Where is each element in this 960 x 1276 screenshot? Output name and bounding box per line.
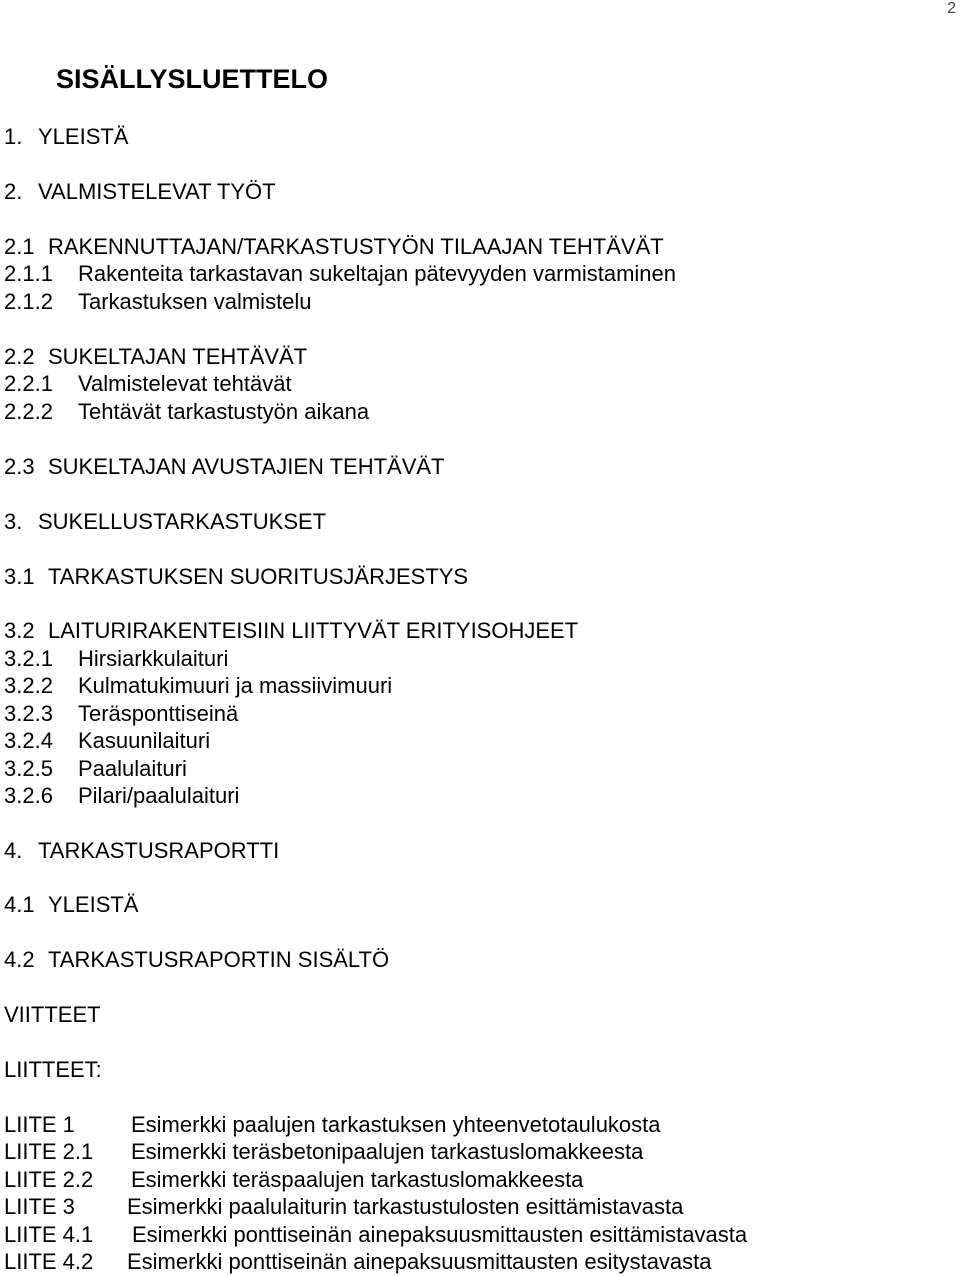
toc-text: Tehtävät tarkastustyön aikana	[78, 399, 370, 424]
toc-number: 3.2.1	[4, 646, 53, 671]
toc-entry	[4, 645, 228, 673]
toc-entry	[4, 837, 279, 865]
toc-text: YLEISTÄ	[48, 892, 139, 917]
appendices-heading: LIITTEET:	[4, 1057, 102, 1082]
toc-number: 3.2.3	[4, 701, 53, 726]
appendix-description: Esimerkki paalujen tarkastuksen yhteenvetotaulukosta	[131, 1112, 661, 1137]
toc-number: 2.3	[4, 454, 35, 479]
toc-number: 2.	[4, 179, 23, 204]
toc-text: YLEISTÄ	[38, 124, 129, 149]
toc-number: 2.1	[4, 234, 35, 259]
toc-number: 2.1.2	[4, 289, 53, 314]
appendix-description: Esimerkki ponttiseinän ainepaksuusmittausten esitystavasta	[127, 1249, 712, 1274]
toc-text: SUKELTAJAN AVUSTAJIEN TEHTÄVÄT	[48, 454, 445, 479]
appendix-description: Esimerkki ponttiseinän ainepaksuusmittausten esittämistavasta	[132, 1222, 748, 1247]
toc-number: 3.2.2	[4, 673, 53, 698]
appendix-description: Esimerkki teräsbetonipaalujen tarkastuslomakkeesta	[131, 1139, 644, 1164]
toc-text: TARKASTUSRAPORTIN SISÄLTÖ	[48, 947, 390, 972]
toc-text: LAITURIRAKENTEISIIN LIITTYVÄT ERITYISOHJEET	[48, 618, 579, 643]
toc-number: 3.	[4, 509, 23, 534]
toc-text: Kasuunilaituri	[78, 728, 211, 753]
appendix-description: Esimerkki teräspaalujen tarkastuslomakkeesta	[131, 1167, 584, 1192]
toc-text: SUKELTAJAN TEHTÄVÄT	[48, 344, 308, 369]
toc-entry	[4, 727, 210, 755]
page-title: SISÄLLYSLUETTELO	[56, 64, 329, 94]
toc-number: 2.1.1	[4, 261, 53, 286]
toc-number: 2.2	[4, 344, 35, 369]
toc-text: TARKASTUSRAPORTTI	[38, 838, 280, 863]
toc-entry	[4, 233, 664, 261]
toc-entry	[4, 755, 187, 783]
toc-entry	[4, 343, 307, 371]
appendix-code: LIITE 2.2	[4, 1167, 94, 1192]
appendix-description: Esimerkki paalulaiturin tarkastustulosten esittämistavasta	[127, 1194, 684, 1219]
references-heading: VIITTEET	[4, 1002, 101, 1027]
toc-entry	[4, 260, 676, 288]
toc-entry	[4, 453, 445, 481]
toc-entry	[4, 370, 292, 398]
toc-entry	[4, 700, 238, 728]
toc-text: Teräsponttiseinä	[78, 701, 239, 726]
toc-text: Kulmatukimuuri ja massiivimuuri	[78, 673, 393, 698]
toc-text: Tarkastuksen valmistelu	[78, 289, 312, 314]
toc-text: Paalulaituri	[78, 756, 187, 781]
toc-number: 3.2.4	[4, 728, 53, 753]
toc-text: TARKASTUKSEN SUORITUSJÄRJESTYS	[48, 564, 469, 589]
toc-number: 3.1	[4, 564, 35, 589]
toc-entry	[4, 178, 276, 206]
appendix-code: LIITE 4.2	[4, 1249, 94, 1274]
appendix-code: LIITE 2.1	[4, 1139, 94, 1164]
toc-number: 2.2.2	[4, 399, 53, 424]
toc-text: RAKENNUTTAJAN/TARKASTUSTYÖN TILAAJAN TEHTÄVÄT	[48, 234, 664, 259]
toc-entry	[4, 782, 239, 810]
toc-text: VALMISTELEVAT TYÖT	[38, 179, 276, 204]
toc-entry	[4, 891, 138, 919]
toc-text: Pilari/paalulaituri	[78, 783, 240, 808]
appendix-code: LIITE 1	[4, 1112, 75, 1137]
toc-text: SUKELLUSTARKASTUKSET	[38, 509, 327, 534]
toc-number: 1.	[4, 124, 23, 149]
page-number: 2	[947, 0, 956, 17]
toc-number: 4.2	[4, 947, 35, 972]
appendix-code: LIITE 3	[4, 1194, 75, 1219]
toc-entry	[4, 123, 128, 151]
toc-number: 3.2.6	[4, 783, 53, 808]
toc-entry	[4, 398, 369, 426]
toc-text: Rakenteita tarkastavan sukeltajan pätevyyden varmistaminen	[78, 261, 676, 286]
toc-text: Valmistelevat tehtävät	[78, 371, 292, 396]
toc-number: 3.2.5	[4, 756, 53, 781]
toc-text: Hirsiarkkulaituri	[78, 646, 229, 671]
toc-number: 4.1	[4, 892, 35, 917]
toc-entry	[4, 508, 326, 536]
toc-entry	[4, 288, 312, 316]
toc-entry	[4, 946, 389, 974]
toc-number: 2.2.1	[4, 371, 53, 396]
toc-entry	[4, 672, 392, 700]
toc-entry	[4, 617, 578, 645]
toc-number: 3.2	[4, 618, 35, 643]
toc-number: 4.	[4, 838, 23, 863]
toc-entry	[4, 563, 468, 591]
appendix-code: LIITE 4.1	[4, 1222, 94, 1247]
